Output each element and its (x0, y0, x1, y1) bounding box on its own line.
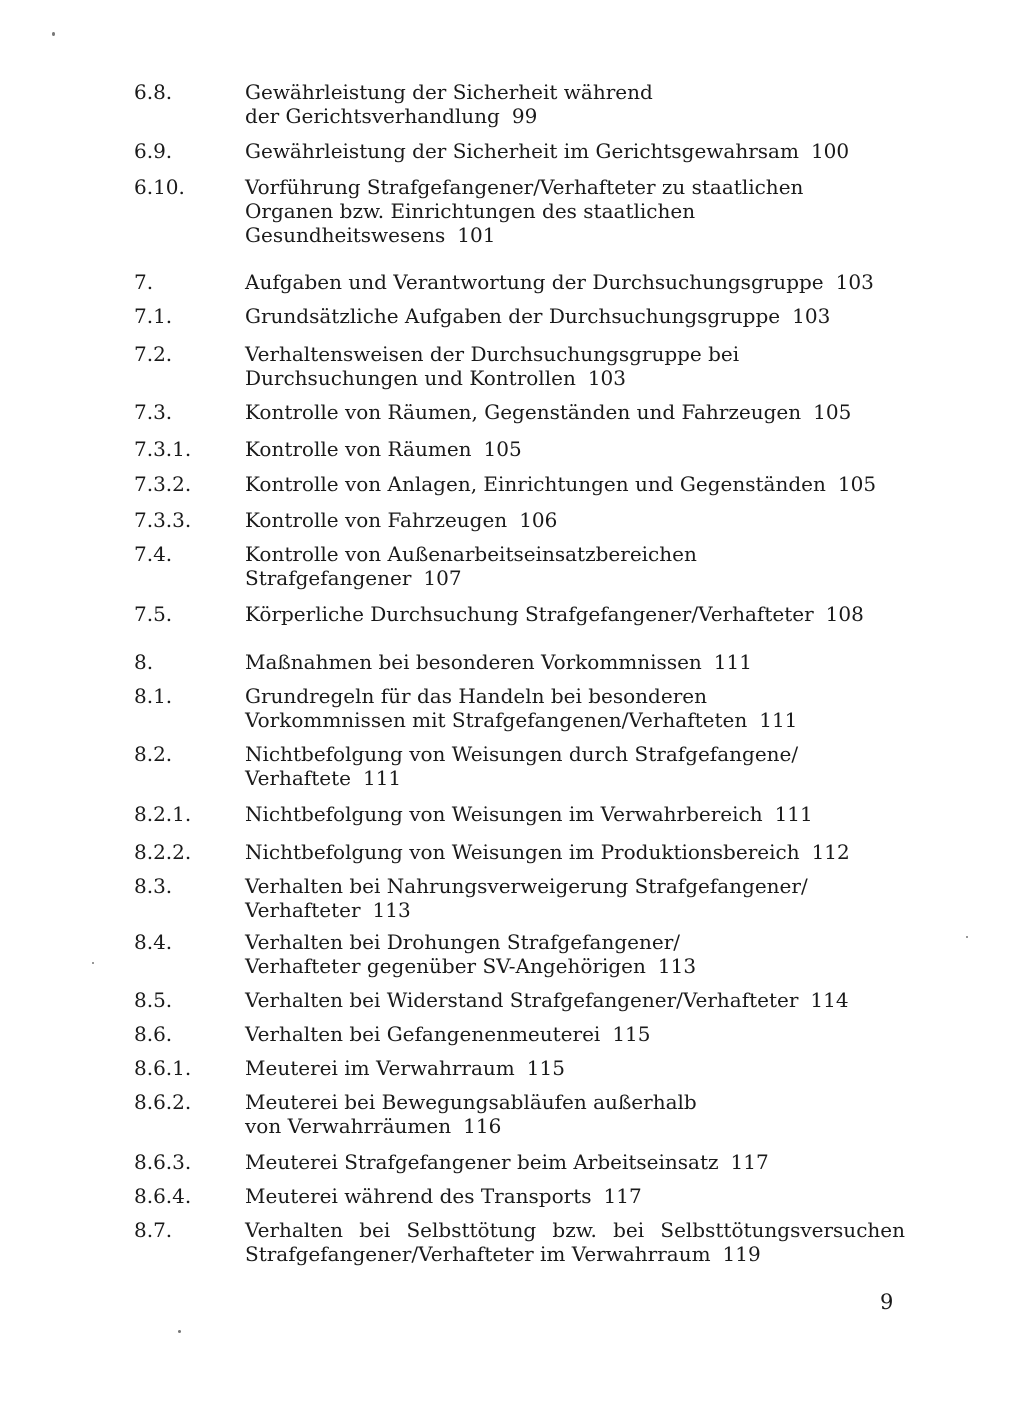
toc-entry-number: 8.6.1. (134, 1056, 192, 1080)
toc-entry-number: 7.3.2. (134, 472, 192, 496)
toc-entry-page: 103 (587, 366, 627, 390)
toc-entry-page: 111 (713, 650, 752, 674)
toc-entry-number: 6.10. (134, 175, 185, 199)
toc-entry-title-line: Kontrolle von Anlagen, Einrichtungen und Gegenständen 105 (245, 472, 877, 496)
toc-entry-title-line: Körperliche Durchsuchung Strafgefangener/Verhafteter 108 (245, 602, 864, 626)
toc-entry-title (245, 602, 905, 626)
toc-entry-title-line: Verhalten bei Selbsttötung bzw. bei Selbsttötungsversuchen (245, 1218, 905, 1242)
toc-entry-number: 8.1. (134, 684, 173, 708)
toc-entry-number: 7.3.1. (134, 437, 192, 461)
toc-entry-page: 105 (813, 400, 852, 424)
toc-entry-title-line: Meuterei im Verwahrraum 115 (245, 1056, 565, 1080)
toc-entry-number: 8.6.3. (134, 1150, 192, 1174)
toc-entry-title-line: Nichtbefolgung von Weisungen im Verwahrbereich 111 (245, 802, 813, 826)
toc-entry-page: 105 (837, 472, 877, 496)
toc-entry-title-line: Kontrolle von Fahrzeugen 106 (245, 508, 558, 532)
toc-entry-number: 6.9. (134, 139, 173, 163)
toc-entry-number: 8.6. (134, 1022, 173, 1046)
toc-entry-title-line: Verhalten bei Nahrungsverweigerung Strafgefangener/ (245, 874, 808, 898)
toc-entry-title (245, 1022, 905, 1046)
toc-entry-number: 8.4. (134, 930, 173, 954)
toc-entry-number: 7.4. (134, 542, 173, 566)
toc-entry-page: 107 (423, 566, 462, 590)
toc-entry-title (245, 1184, 905, 1208)
toc-entry-page: 116 (463, 1114, 502, 1138)
toc-entry-number: 7.5. (134, 602, 173, 626)
toc-entry-title-line: Strafgefangener/Verhafteter im Verwahrraum 119 (245, 1242, 761, 1266)
toc-entry-number: 8.6.2. (134, 1090, 192, 1114)
toc-entry-title (245, 1056, 905, 1080)
toc-entry-page: 99 (511, 104, 538, 128)
toc-entry-title (245, 472, 905, 496)
toc-entry-page: 101 (457, 223, 496, 247)
toc-entry-title-line: Nichtbefolgung von Weisungen durch Strafgefangene/ (245, 742, 799, 766)
toc-entry-title-line: Maßnahmen bei besonderen Vorkommnissen 111 (245, 650, 752, 674)
toc-entry-page: 108 (825, 602, 864, 626)
toc-entry-title-line: Gewährleistung der Sicherheit im Gerichtsgewahrsam 100 (245, 139, 850, 163)
toc-entry-page: 115 (526, 1056, 565, 1080)
toc-entry-number: 8.6.4. (134, 1184, 192, 1208)
toc-entry-title-line: Meuterei Strafgefangener beim Arbeitseinsatz 117 (245, 1150, 769, 1174)
toc-entry-title (245, 139, 905, 163)
toc-entry-number: 8.5. (134, 988, 173, 1012)
toc-entry-page: 106 (519, 508, 558, 532)
toc-entry-title-line: Meuterei während des Transports 117 (245, 1184, 642, 1208)
toc-entry-page: 103 (792, 304, 831, 328)
toc-entry-page: 105 (483, 437, 522, 461)
toc-entry-number: 7.3.3. (134, 508, 192, 532)
toc-entry-page: 117 (603, 1184, 642, 1208)
toc-entry-number: 8. (134, 650, 154, 674)
toc-entry-page: 111 (759, 708, 798, 732)
scan-speck (966, 936, 968, 938)
toc-entry-title-line: Kontrolle von Räumen, Gegenständen und Fahrzeugen 105 (245, 400, 852, 424)
toc-entry-title-line: Verhafteter 113 (245, 898, 411, 922)
toc-entry-title-line: Organen bzw. Einrichtungen des staatlichen (245, 199, 696, 223)
scan-speck (92, 962, 94, 964)
toc-entry-page: 119 (722, 1242, 761, 1266)
toc-entry-page: 111 (774, 802, 813, 826)
toc-entry-title-line: Gewährleistung der Sicherheit während (245, 80, 653, 104)
toc-entry-title (245, 270, 905, 294)
toc-entry-title-line: von Verwahrräumen 116 (245, 1114, 502, 1138)
toc-entry-title-line: Grundregeln für das Handeln bei besonderen (245, 684, 707, 708)
toc-entry-number: 7.2. (134, 342, 173, 366)
toc-entry-title (245, 542, 905, 590)
toc-entry-title (245, 400, 905, 424)
toc-entry-title (245, 437, 905, 461)
toc-entry-title (245, 874, 905, 922)
toc-entry-title-line: Vorkommnissen mit Strafgefangenen/Verhafteten 111 (245, 708, 798, 732)
toc-entry-title (245, 988, 905, 1012)
toc-entry-title-line: der Gerichtsverhandlung 99 (245, 104, 538, 128)
toc-entry-title (245, 80, 905, 128)
toc-entry-title-line: Strafgefangener 107 (245, 566, 462, 590)
toc-entry-title (245, 304, 905, 328)
toc-entry-number: 8.3. (134, 874, 173, 898)
toc-entry-page: 100 (810, 139, 850, 163)
page-number: 9 (880, 1290, 894, 1314)
toc-entry-page: 115 (612, 1022, 651, 1046)
toc-entry-title (245, 1090, 905, 1138)
toc-entry-title-line: Kontrolle von Räumen 105 (245, 437, 522, 461)
toc-entry-number: 8.7. (134, 1218, 173, 1242)
toc-entry-title (245, 1150, 905, 1174)
toc-entry-title-line: Verhaftete 111 (245, 766, 402, 790)
toc-entry-page: 111 (362, 766, 402, 790)
toc-entry-title (245, 840, 905, 864)
toc-entry-title (245, 650, 905, 674)
toc-entry-title-line: Vorführung Strafgefangener/Verhafteter zu staatlichen (245, 175, 804, 199)
toc-entry-number: 6.8. (134, 80, 173, 104)
toc-entry-number: 8.2.1. (134, 802, 192, 826)
toc-entry-title-line: Verhaltensweisen der Durchsuchungsgruppe bei (245, 342, 740, 366)
toc-entry-page: 114 (810, 988, 849, 1012)
toc-entry-title (245, 684, 905, 732)
toc-entry-page: 113 (372, 898, 411, 922)
toc-entry-title-line: Verhalten bei Gefangenenmeuterei 115 (245, 1022, 651, 1046)
toc-entry-title-line: Nichtbefolgung von Weisungen im Produktionsbereich 112 (245, 840, 850, 864)
toc-entry-title-line: Kontrolle von Außenarbeitseinsatzbereichen (245, 542, 697, 566)
toc-entry-page: 113 (657, 954, 697, 978)
toc-entry-title-line: Verhalten bei Drohungen Strafgefangener/ (245, 930, 680, 954)
toc-entry-title (245, 175, 905, 247)
toc-entry-title-line: Grundsätzliche Aufgaben der Durchsuchungsgruppe 103 (245, 304, 831, 328)
toc-entry-title-line: Verhafteter gegenüber SV-Angehörigen 113 (245, 954, 697, 978)
toc-entry-number: 7.3. (134, 400, 173, 424)
toc-entry-title-line: Durchsuchungen und Kontrollen 103 (245, 366, 627, 390)
toc-entry-title-line: Gesundheitswesens 101 (245, 223, 496, 247)
toc-entry-title (245, 742, 905, 790)
toc-entry-title-line: Meuterei bei Bewegungsabläufen außerhalb (245, 1090, 697, 1114)
toc-entry-title (245, 930, 905, 978)
toc-entry-page: 117 (730, 1150, 769, 1174)
toc-entry-title-line: Verhalten bei Widerstand Strafgefangener/Verhafteter 114 (245, 988, 849, 1012)
toc-entry-title (245, 1218, 905, 1266)
scan-speck (178, 1330, 181, 1333)
toc-entry-number: 8.2.2. (134, 840, 192, 864)
toc-entry-page: 112 (811, 840, 850, 864)
toc-entry-title-line: Aufgaben und Verantwortung der Durchsuchungsgruppe 103 (245, 270, 874, 294)
toc-entry-title (245, 342, 905, 390)
toc-entry-number: 7. (134, 270, 154, 294)
toc-entry-page: 103 (835, 270, 874, 294)
toc-entry-title (245, 802, 905, 826)
toc-entry-number: 8.2. (134, 742, 173, 766)
toc-entry-number: 7.1. (134, 304, 173, 328)
scan-speck (52, 32, 55, 36)
toc-entry-title (245, 508, 905, 532)
